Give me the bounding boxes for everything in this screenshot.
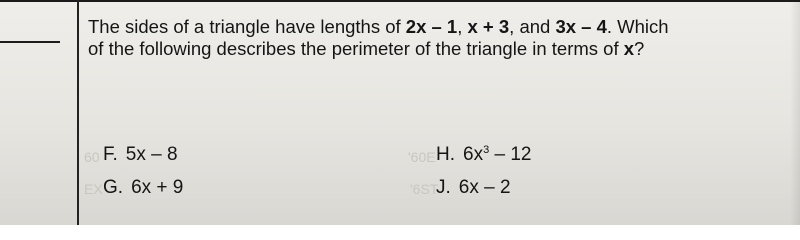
question-text <box>88 16 778 60</box>
separator: , and <box>509 16 556 37</box>
page-shadow <box>790 0 800 225</box>
option-j-label: J. <box>436 177 451 198</box>
separator: , <box>457 16 468 37</box>
side-length-1: 2x – 1 <box>405 16 458 37</box>
option-h-text-rest: – 12 <box>489 144 532 165</box>
option-f-text: 5x – 8 <box>125 144 178 165</box>
option-h-label: H. <box>436 144 455 165</box>
option-g-text: 6x + 9 <box>131 177 184 198</box>
option-f[interactable] <box>103 144 178 166</box>
side-length-3: 3x – 4 <box>555 16 607 37</box>
option-g-label: G. <box>103 177 124 198</box>
option-j[interactable] <box>436 177 511 199</box>
question-part: The sides of a triangle have lengths of <box>88 16 406 37</box>
question-part: of the following describes the perimeter of the triangle in terms of <box>88 38 624 59</box>
option-f-label: F. <box>103 144 118 165</box>
faded-mark: 60 <box>84 149 100 165</box>
margin-divider <box>77 0 79 225</box>
faded-mark: '60E <box>408 149 436 165</box>
answer-blank-line <box>0 41 60 43</box>
question-part: . Which <box>606 16 669 37</box>
question-mark: ? <box>634 38 645 59</box>
option-g[interactable] <box>103 177 183 199</box>
option-j-text: 6x – 2 <box>458 177 511 198</box>
option-h-text: 6x <box>463 144 484 165</box>
option-h-exponent: 3 <box>483 144 490 156</box>
faded-mark: '6ST <box>410 181 439 197</box>
option-h[interactable] <box>436 144 531 166</box>
variable-x: x <box>623 38 635 59</box>
faded-mark: EX <box>84 181 103 197</box>
side-length-2: x + 3 <box>467 16 510 37</box>
top-border <box>0 0 800 2</box>
